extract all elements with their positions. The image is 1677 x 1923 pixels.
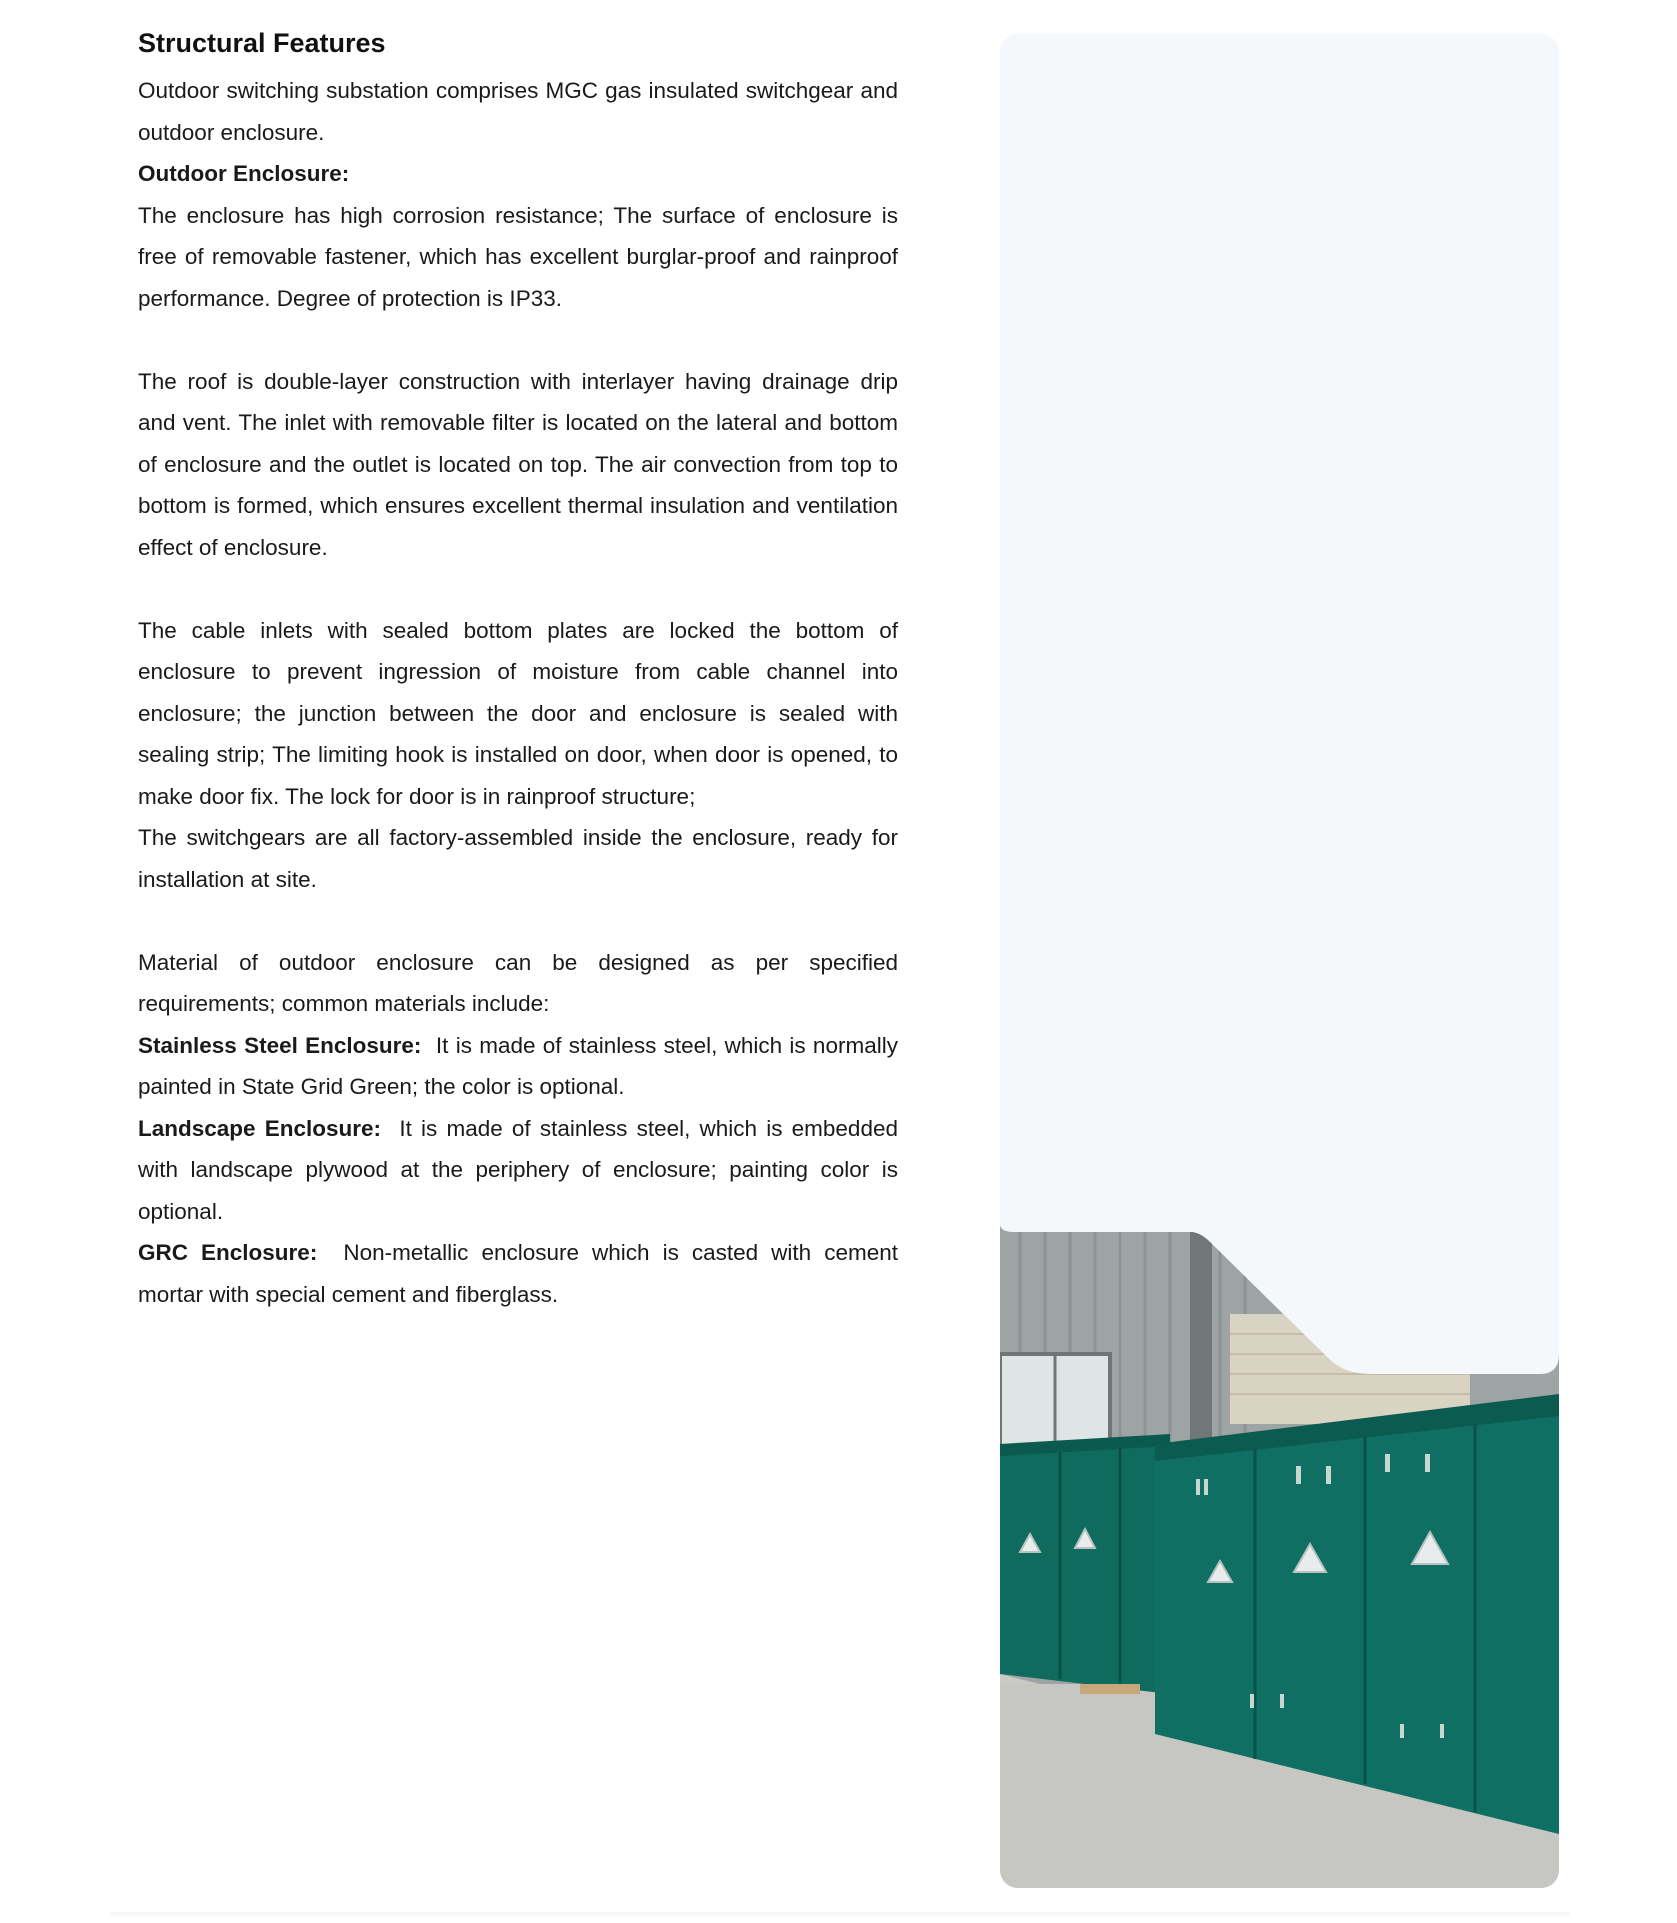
spacer (138, 319, 898, 361)
material-text: It is made of stainless steel, which is normally painted in State Grid Green; the color is optional. (138, 1032, 898, 1099)
material-label: Landscape Enclosure: (138, 1115, 381, 1141)
material-text: Non-metallic enclosure which is casted with cement mortar with special cement and fiberglass. (138, 1240, 898, 1307)
spacer (138, 568, 898, 610)
switchgear-photo (1000, 34, 1559, 1888)
spacer (138, 900, 898, 942)
enclosure-heading: Outdoor Enclosure: (138, 161, 350, 186)
intro-paragraph: Outdoor switching substation comprises MGC gas insulated switchgear and outdoor enclosure. (138, 78, 898, 145)
paragraph-factory-assembled: The switchgears are all factory-assembled inside the enclosure, ready for installation at site. (138, 825, 898, 892)
material-text: It is made of stainless steel, which is embedded with landscape plywood at the periphery of enclosure; painting color is optional. (138, 1115, 898, 1224)
material-label: Stainless Steel Enclosure: (138, 1032, 422, 1058)
paragraph-materials-intro: Material of outdoor enclosure can be designed as per specified requirements; common materials include: (138, 949, 898, 1016)
material-item-stainless (138, 1025, 898, 1108)
product-photo-panel (1000, 34, 1559, 1888)
material-item-landscape (138, 1108, 898, 1233)
paragraph-corrosion: The enclosure has high corrosion resistance; The surface of enclosure is free of removable fastener, which has excellent burglar-proof and rainproof performance. Degree of protection is IP33. (138, 202, 898, 311)
material-label: GRC Enclosure: (138, 1240, 318, 1265)
section-title: Structural Features (138, 28, 386, 58)
material-item-grc (138, 1232, 898, 1315)
paragraph-roof: The roof is double-layer construction with interlayer having drainage drip and vent. The inlet with removable filter is located on the lateral and bottom of enclosure and the outlet is located on top. The air convection from top to bottom is formed, which ensures excellent thermal insulation and ventilation effect of enclosure. (138, 368, 898, 560)
page-bottom-edge (110, 1912, 1570, 1918)
text-column (138, 26, 898, 1315)
paragraph-cable-inlets: The cable inlets with sealed bottom plates are locked the bottom of enclosure to prevent ingression of moisture from cable channel into enclosure; the junction between the door and enclosure is sealed with sealing strip; The limiting hook is installed on door, when door is opened, to make door fix. The lock for door is in rainproof structure; (138, 617, 898, 809)
